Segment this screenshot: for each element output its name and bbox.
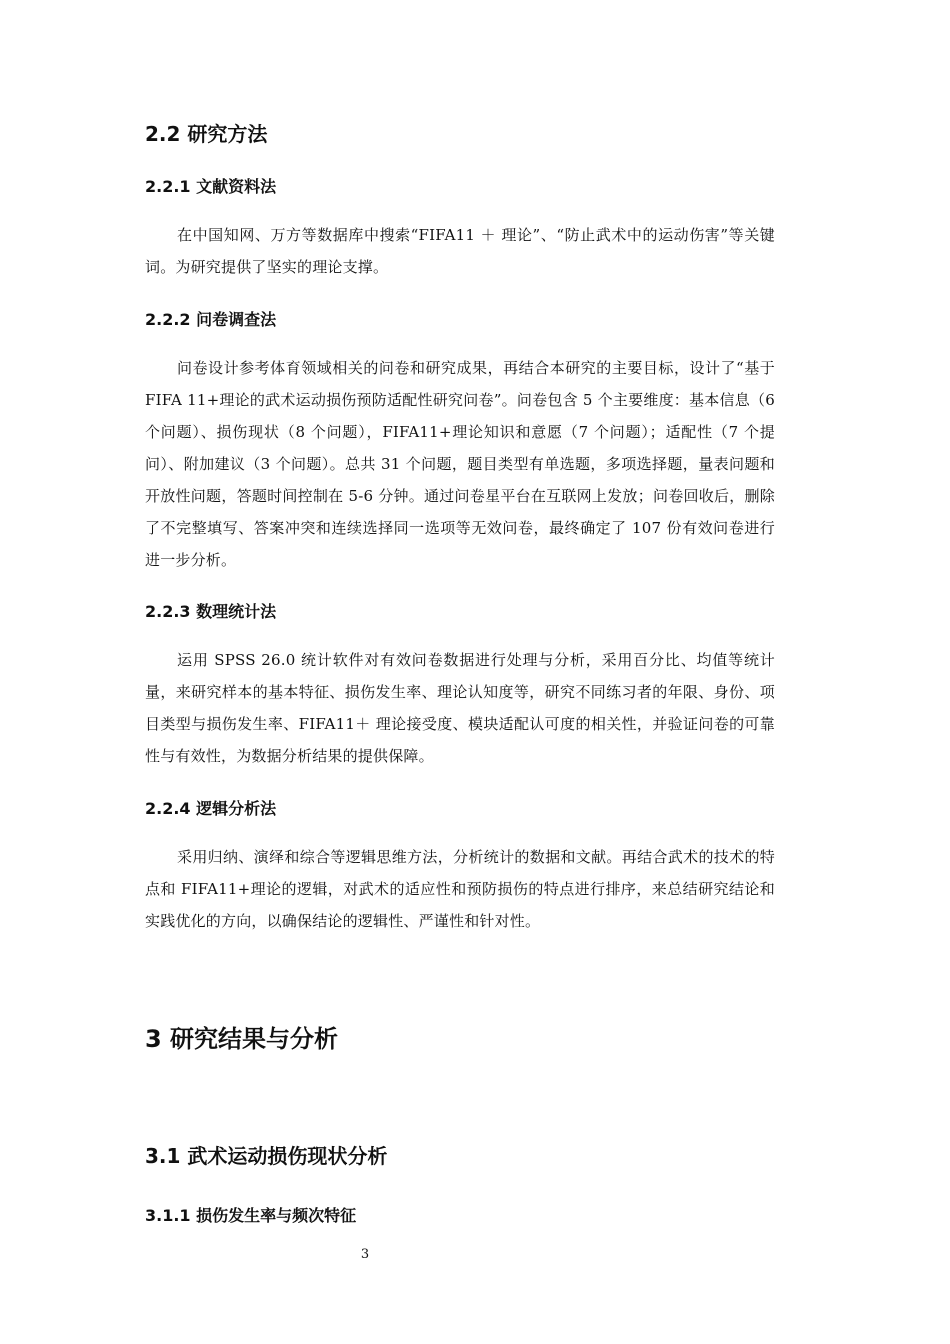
page-number: 3 <box>360 1247 370 1262</box>
paragraph-2-2-2: 问卷设计参考体育领域相关的问卷和研究成果，再结合本研究的主要目标，设计了“基于 FIFA 11+理论的武术运动损伤预防适配性研究问卷”。问卷包含 5 个主要维度：基本信息（6 个问题）、损伤现状（8 个问题），FIFA11+理论知识和意愿（7 个问题）；适配性（7 个提问）、附加建议（3 个问题）。总共 31 个问题，题目类型有单选题，多项选择题，量表问题和开放性问题，答题时间控制在 5-6 分钟。通过问卷星平台在互联网上发放；问卷回收后，删除了不完整填写、答案冲突和连续选择同一选项等无效问卷，最终确定了 107 份有效问卷进行进一步分析。 <box>145 359 775 569</box>
chapter-heading-3: 3 研究结果与分析 <box>145 1025 339 1053</box>
subsection-heading-2-2-4: 2.2.4 逻辑分析法 <box>145 799 277 818</box>
paragraph-2-2-1: 在中国知网、万方等数据库中搜索“FIFA11 ＋ 理论”、“防止武术中的运动伤害”等关键词。为研究提供了坚实的理论支撑。 <box>145 226 775 276</box>
subsection-heading-2-2-3: 2.2.3 数理统计法 <box>145 602 277 621</box>
subsection-heading-2-2-1: 2.2.1 文献资料法 <box>145 177 277 196</box>
subsection-heading-2-2-2: 2.2.2 问卷调查法 <box>145 310 277 329</box>
paragraph-2-2-4: 采用归纳、演绎和综合等逻辑思维方法，分析统计的数据和文献。再结合武术的技术的特点和 FIFA11+理论的逻辑，对武术的适应性和预防损伤的特点进行排序，来总结研究结论和实践优化的方向，以确保结论的逻辑性、严谨性和针对性。 <box>145 848 775 930</box>
paragraph-2-2-3: 运用 SPSS 26.0 统计软件对有效问卷数据进行处理与分析，采用百分比、均值等统计量，来研究样本的基本特征、损伤发生率、理论认知度等，研究不同练习者的年限、身份、项目类型与损伤发生率、FIFA11＋ 理论接受度、模块适配认可度的相关性，并验证问卷的可靠性与有效性，为数据分析结果的提供保障。 <box>145 651 775 765</box>
subsection-heading-3-1-1: 3.1.1 损伤发生率与频次特征 <box>145 1206 357 1225</box>
section-heading-3-1: 3.1 武术运动损伤现状分析 <box>145 1144 388 1168</box>
section-heading-2-2: 2.2 研究方法 <box>145 122 268 146</box>
